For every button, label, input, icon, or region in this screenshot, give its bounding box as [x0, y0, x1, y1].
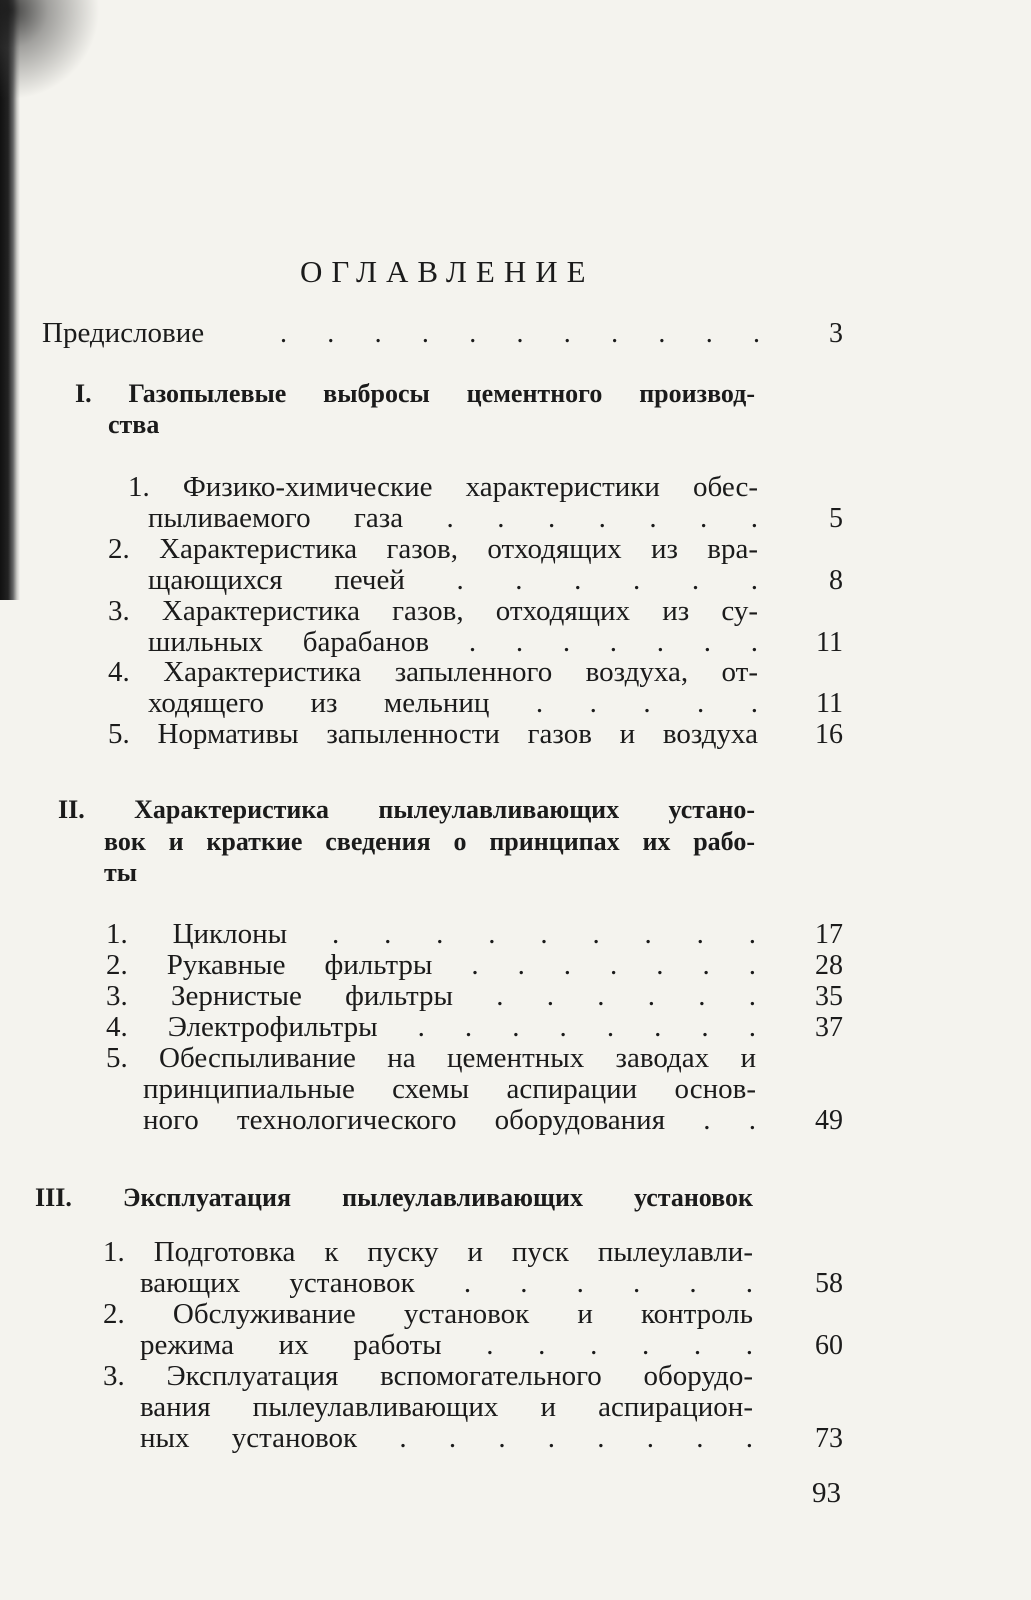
toc-entry-line: щающихся печей . . . . . . — [148, 564, 758, 596]
toc-entry-page: 5 — [829, 503, 843, 534]
preface-page: 3 — [829, 318, 843, 349]
toc-entry-line: 1. Циклоны . . . . . . . . . — [106, 918, 756, 950]
toc-entry-line: ходящего из мельниц . . . . . — [148, 687, 758, 719]
toc-entry-line: 2. Характеристика газов, отходящих из вра- — [108, 533, 758, 565]
toc-entry-page: 60 — [815, 1330, 843, 1361]
toc-entry-page: 16 — [815, 719, 843, 750]
section-heading-cont: ства — [108, 410, 160, 439]
toc-entry-page: 11 — [816, 627, 843, 658]
toc-entry-page: 37 — [815, 1012, 843, 1043]
toc-entry-line: 3. Эксплуатация вспомогательного оборудо- — [103, 1360, 753, 1392]
toc-entry-page: 11 — [816, 688, 843, 719]
toc-entry-line: пыливаемого газа . . . . . . . — [148, 502, 758, 534]
toc-entry-line: 5. Нормативы запыленности газов и воздуха — [108, 718, 758, 750]
toc-entry-line: принципиальные схемы аспирации основ- — [143, 1073, 756, 1105]
toc-entry-line: 1. Подготовка к пуску и пуск пылеулавли- — [103, 1236, 753, 1268]
toc-entry-line: 2. Обслуживание установок и контроль — [103, 1298, 753, 1330]
toc-entry-page: 73 — [815, 1423, 843, 1454]
toc-entry-page: 8 — [829, 565, 843, 596]
toc-entry-line: ных установок . . . . . . . . — [140, 1422, 753, 1454]
toc-entry-line: 5. Обеспыливание на цементных заводах и — [106, 1042, 756, 1074]
section-heading: III. Эксплуатация пылеулавливающих установок — [35, 1183, 753, 1212]
toc-entry-page: 49 — [815, 1105, 843, 1136]
section-heading: I. Газопылевые выбросы цементного производ- — [75, 379, 755, 408]
page-title: ОГЛАВЛЕНИЕ — [300, 254, 595, 289]
page-number: 93 — [812, 1477, 841, 1509]
toc-entry-line: вающих установок . . . . . . — [140, 1267, 753, 1299]
toc-entry-line: 3. Характеристика газов, отходящих из су- — [108, 595, 758, 627]
preface-label: Предисловие — [42, 317, 205, 349]
toc-entry-page: 35 — [815, 981, 843, 1012]
toc-entry-page: 58 — [815, 1268, 843, 1299]
toc-entry-line: 2. Рукавные фильтры . . . . . . . — [106, 949, 756, 981]
preface-dots: . . . . . . . . . . . — [280, 318, 760, 349]
section-heading-cont: ты — [104, 858, 138, 887]
toc-entry-line: 1. Физико-химические характеристики обес- — [128, 471, 758, 503]
toc-entry-line: режима их работы . . . . . . — [140, 1329, 753, 1361]
toc-entry-page: 17 — [815, 919, 843, 950]
toc-entry-line: шильных барабанов . . . . . . . — [148, 626, 758, 658]
toc-entry-page: 28 — [815, 950, 843, 981]
section-heading: II. Характеристика пылеулавливающих устано- — [58, 795, 755, 824]
page-corner-stain — [0, 0, 100, 100]
toc-entry-line: 4. Характеристика запыленного воздуха, от- — [108, 656, 758, 688]
toc-entry-line: ного технологического оборудования . . — [143, 1104, 756, 1136]
toc-entry-line: 4. Электрофильтры . . . . . . . . — [106, 1011, 756, 1043]
toc-entry-line: вания пылеулавливающих и аспирацион- — [140, 1391, 753, 1423]
section-heading-cont: вок и краткие сведения о принципах их рабо- — [104, 827, 755, 856]
toc-entry-line: 3. Зернистые фильтры . . . . . . — [106, 980, 756, 1012]
